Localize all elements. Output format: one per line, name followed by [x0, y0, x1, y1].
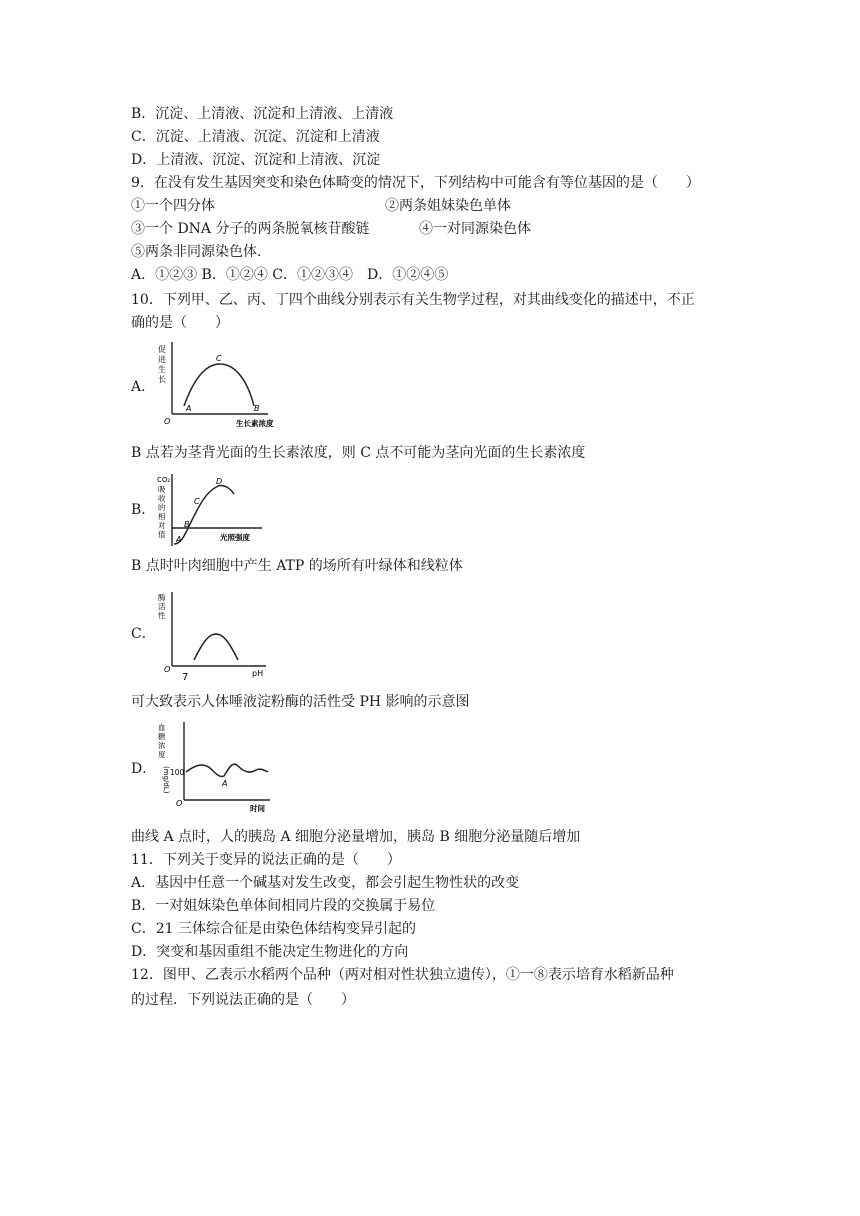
q9-item-4: ④一对同源染色体 [419, 221, 531, 237]
q10-b-ylabel-5: 对 [158, 521, 166, 530]
q10-d-ylabel-3: 浓 [158, 741, 166, 750]
q10-d-curve [186, 764, 268, 776]
q9-item-3: ③一个 DNA 分子的两条脱氧核苷酸链 [131, 221, 370, 237]
q10-d-yunit: (mg/dL) [162, 766, 170, 794]
q10-b-label: B． [131, 502, 156, 518]
q8-option-d: D．上清液、沉淀、沉淀和上清液、沉淀 [131, 152, 381, 168]
q9-item-1: ①一个四分体 [131, 198, 215, 214]
q10-c-xlabel: pH [252, 669, 264, 678]
q11-option-c: C．21 三体综合征是由染色体结构变异引起的 [131, 921, 416, 937]
q10-a-ylabel-3: 生 [158, 365, 166, 374]
q8-option-b: B．沉淀、上清液、沉淀和上清液、上清液 [131, 106, 394, 122]
q10-c-origin: O [164, 665, 171, 674]
q8-option-c: C．沉淀、上清液、沉淀、沉淀和上清液 [131, 129, 380, 145]
q10-d-ylabel-1: 血 [158, 723, 166, 732]
q10-a-figure [150, 338, 280, 430]
q10-c-label: C． [131, 626, 156, 642]
q10-d-statement: 曲线 A 点时，人的胰岛 A 细胞分泌量增加，胰岛 B 细胞分泌量随后增加 [131, 829, 581, 845]
q10-b-ylabel-6: 值 [158, 530, 166, 539]
q10-b-figure [150, 470, 270, 552]
q10-b-point-a: A [176, 535, 182, 544]
q10-a-ylabel-2: 进 [158, 355, 166, 364]
q10-c-statement: 可大致表示人体唾液淀粉酶的活性受 PH 影响的示意图 [131, 694, 470, 710]
q10-c-ylabel-3: 性 [158, 611, 166, 620]
q10-b-point-d: D [216, 477, 223, 486]
q11-option-d: D．突变和基因重组不能决定生物进化的方向 [131, 944, 409, 960]
q11-option-a: A．基因中任意一个碱基对发生改变，都会引起生物性状的改变 [131, 875, 520, 891]
q10-d-ylabel-2: 糖 [158, 732, 166, 741]
q10-d-label: D． [131, 761, 157, 777]
q10-a-point-b: B [254, 404, 260, 413]
q10-a-origin: O [164, 417, 171, 426]
q10-d-ylabel-4: 度 [158, 750, 166, 759]
q10-d-figure [150, 718, 276, 814]
q10-stem-line2: 确的是（ ） [131, 315, 229, 331]
q10-b-ylabel-4: 相 [158, 512, 166, 521]
q10-a-xlabel: 生长素浓度 [236, 419, 274, 428]
q10-b-xlabel: 光照强度 [220, 533, 250, 542]
q11-option-b: B．一对姐妹染色单体间相同片段的交换属于易位 [131, 898, 436, 914]
q10-a-label: A． [131, 379, 156, 395]
q10-d-point-a: A [222, 779, 228, 788]
q9-stem: 9．在没有发生基因突变和染色体畸变的情况下，下列结构中可能含有等位基因的是（ ） [131, 175, 700, 191]
q10-a-statement: B 点若为茎背光面的生长素浓度，则 C 点不可能为茎向光面的生长素浓度 [131, 445, 586, 461]
q10-d-tick: 100 [170, 768, 185, 777]
q12-stem-line2: 的过程．下列说法正确的是（ ） [131, 992, 355, 1008]
q10-a-ylabel-4: 长 [158, 375, 166, 384]
q10-b-ylabel-top: CO₂ [157, 476, 171, 484]
q10-a-ylabel-1: 促 [158, 345, 166, 354]
q10-a-point-a: A [186, 404, 192, 413]
q10-b-statement: B 点时叶肉细胞中产生 ATP 的场所有叶绿体和线粒体 [131, 558, 463, 574]
q9-item-2: ②两条姐妹染色单体 [385, 198, 511, 214]
q10-c-ylabel-1: 酶 [158, 593, 166, 602]
q10-a-point-c: C [216, 354, 222, 363]
q10-d-origin: O [176, 799, 183, 808]
q10-a-curve [184, 364, 254, 406]
q10-c-tick: 7 [182, 672, 189, 683]
q10-b-ylabel-3: 的 [158, 503, 166, 512]
q10-b-point-b: B [184, 520, 190, 529]
q12-stem-line1: 12．图甲、乙表示水稻两个品种（两对相对性状独立遗传），①一⑧表示培育水稻新品种 [131, 967, 674, 983]
q10-b-point-c: C [194, 497, 200, 506]
q10-c-curve [194, 634, 238, 660]
q10-stem-line1: 10．下列甲、乙、丙、丁四个曲线分别表示有关生物学过程，对其曲线变化的描述中，不正 [131, 292, 695, 308]
q9-options: A．①②③ B．①②④ C．①②③④ D．①②④⑤ [131, 267, 449, 283]
q10-c-figure [150, 588, 272, 684]
q9-item-5: ⑤两条非同源染色体． [131, 244, 271, 260]
q11-stem: 11．下列关于变异的说法正确的是（ ） [131, 852, 401, 868]
q10-b-ylabel-1: 吸 [158, 485, 166, 494]
q10-b-ylabel-2: 收 [158, 494, 166, 503]
q10-c-ylabel-2: 活 [158, 602, 166, 611]
q10-d-xlabel: 时间 [250, 804, 265, 813]
